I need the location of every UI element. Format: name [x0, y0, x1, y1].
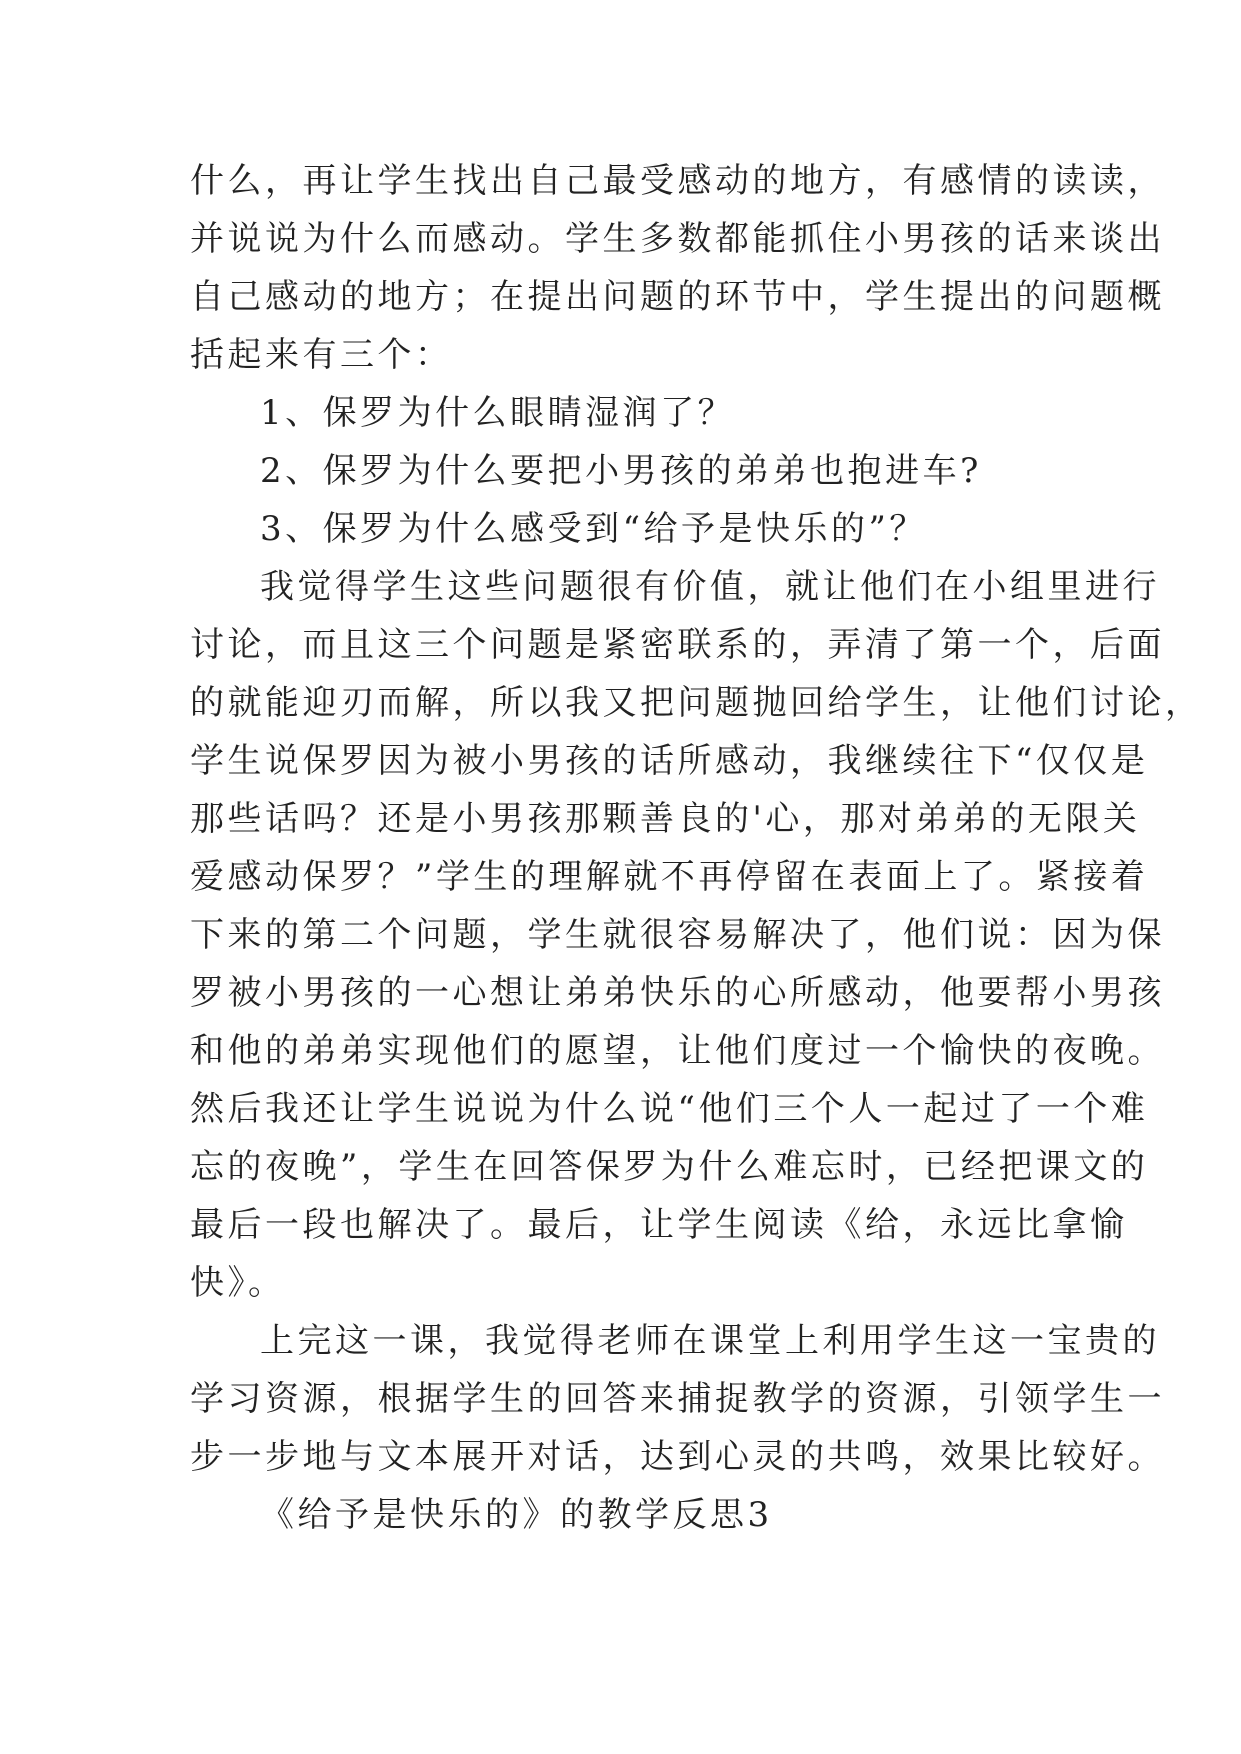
list-item-1: 1、保罗为什么眼睛湿润了？	[260, 393, 736, 433]
text-line: 并说说为什么而感动。学生多数都能抓住小男孩的话来谈出	[190, 219, 1165, 259]
text-line: 那些话吗？还是小男孩那颗善良的'心，那对弟弟的无限关	[190, 799, 1141, 839]
text-line: 然后我还让学生说说为什么说“他们三个人一起过了一个难	[190, 1089, 1149, 1129]
paragraph-start: 上完这一课，我觉得老师在课堂上利用学生这一宝贵的	[260, 1321, 1160, 1361]
text-line: 讨论，而且这三个问题是紧密联系的，弄清了第一个，后面	[190, 625, 1165, 665]
document-body	[190, 152, 1203, 1544]
text-line: 和他的弟弟实现他们的愿望，让他们度过一个愉快的夜晚。	[190, 1031, 1165, 1071]
text-line: 学习资源，根据学生的回答来捕捉教学的资源，引领学生一	[190, 1379, 1165, 1419]
text-line: 下来的第二个问题，学生就很容易解决了，他们说：因为保	[190, 915, 1165, 955]
text-line: 爱感动保罗？”学生的理解就不再停留在表面上了。紧接着	[190, 857, 1149, 897]
text-line: 学生说保罗因为被小男孩的话所感动，我继续往下“仅仅是	[190, 741, 1149, 781]
text-line: 的就能迎刃而解，所以我又把问题抛回给学生，让他们讨论，	[190, 683, 1203, 723]
text-line: 自己感动的地方；在提出问题的环节中，学生提出的问题概	[190, 277, 1165, 317]
list-item-2: 2、保罗为什么要把小男孩的弟弟也抱进车?	[260, 451, 982, 491]
text-line: 忘的夜晚”，学生在回答保罗为什么难忘时，已经把课文的	[190, 1147, 1149, 1187]
text-line: 步一步地与文本展开对话，达到心灵的共鸣，效果比较好。	[190, 1437, 1165, 1477]
section-heading: 《给予是快乐的》的教学反思3	[260, 1495, 773, 1535]
text-line: 快》。	[190, 1263, 286, 1303]
text-line: 括起来有三个：	[190, 335, 453, 375]
paragraph-start: 我觉得学生这些问题很有价值，就让他们在小组里进行	[260, 567, 1160, 607]
list-item-3: 3、保罗为什么感受到“给予是快乐的”？	[260, 509, 927, 549]
text-line: 最后一段也解决了。最后，让学生阅读《给，永远比拿愉	[190, 1205, 1128, 1245]
text-line: 罗被小男孩的一心想让弟弟快乐的心所感动，他要帮小男孩	[190, 973, 1165, 1013]
text-line: 什么，再让学生找出自己最受感动的地方，有感情的读读，	[190, 161, 1165, 201]
